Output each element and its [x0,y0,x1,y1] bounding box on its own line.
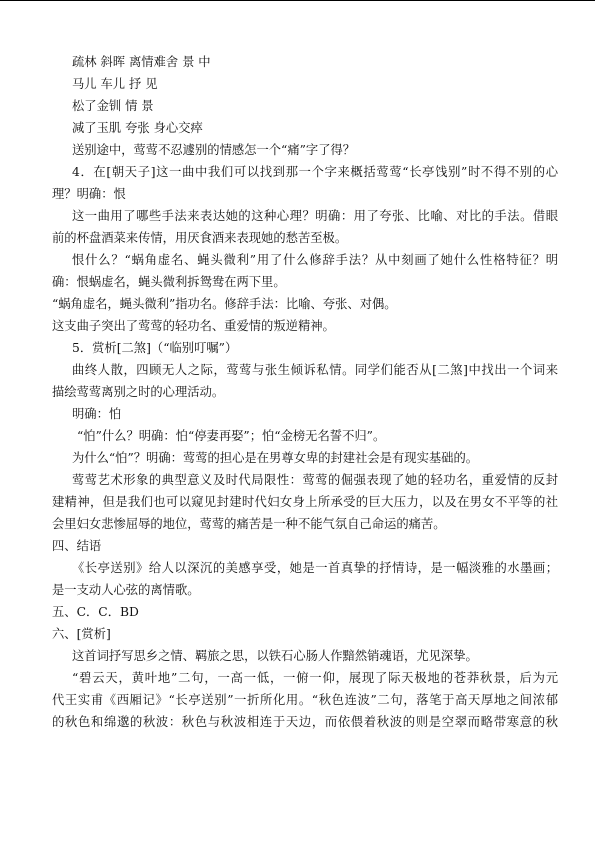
text-line: 的秋色和绵邈的秋波：秋色与秋波相连于天边，而依偎着秋波的则是空翠而略带寒意的秋 [52,715,558,729]
text-line: 理？明确：恨 [52,187,126,201]
text-line: 4．在[朝天子]这一曲中我们可以找到那一个字来概括莺莺“长亭饯别”时不得不别的心 [72,165,558,179]
text-line: 五、C．C．BD [52,605,139,619]
page-top-rule [0,0,595,1]
text-line: 六、[赏析] [52,627,111,641]
text-line: 《长亭送别》给人以深沉的美感享受，她是一首真挚的抒情诗，是一幅淡雅的水墨画； [72,561,558,575]
text-line: “碧云天，黄叶地”二句，一高一低，一俯一仰，展现了际天极地的苍莽秋景，后为元 [72,671,558,685]
text-line: 5．赏析[二煞]（“临别叮嘱”） [72,341,238,355]
text-line: 疏林 斜晖 离情难舍 景 中 [72,55,211,69]
text-line: 松了金钏 情 景 [72,99,154,113]
text-line: 这一曲用了哪些手法来表达她的这种心理？明确：用了夸张、比喻、对比的手法。借眼 [72,209,558,223]
text-line: “蜗角虚名，蝇头微利”指功名。修辞手法：比喻、夸张、对偶。 [52,297,397,311]
text-line: 恨什么？“蜗角虚名、蝇头微利”用了什么修辞手法？从中刻画了她什么性格特征？明 [72,253,558,267]
text-line: 莺莺艺术形象的典型意义及时代局限性：莺莺的倔强表现了她的轻功名，重爱情的反封 [72,473,558,487]
text-line: 明确：怕 [72,407,122,421]
text-line: 前的杯盘酒菜来传情，用厌食酒来表现她的愁苦至极。 [52,231,348,245]
text-line: “怕”什么？明确：怕“停妻再娶”；怕“金榜无名誓不归”。 [77,429,386,443]
text-line: 减了玉肌 夸张 身心交瘁 [72,121,203,135]
text-line: 这支曲子突出了莺莺的轻功名、重爱情的叛逆精神。 [52,319,335,333]
text-line: 四、结语 [52,539,102,553]
text-line: 这首词抒写思乡之情、羁旅之思，以铁石心肠人作黯然销魂语，尤见深挚。 [72,649,478,663]
text-line: 送别途中，莺莺不忍遽别的情感怎一个“痛”字了得？ [72,143,356,157]
text-line: 马儿 车儿 抒 见 [72,77,158,91]
text-line: 代王实甫《西厢记》“长亭送别”一折所化用。“秋色连波”二句，落笔于高天厚地之间浓郁 [52,693,558,707]
text-line: 会里妇女悲惨屈辱的地位，莺莺的痛苦是一种不能气氛自己命运的痛苦。 [52,517,446,531]
document-page [52,51,558,733]
text-line: 是一支动人心弦的离情歌。 [52,583,200,597]
text-line: 描绘莺莺离别之时的心理活动。 [52,385,225,399]
text-line: 建精神，但是我们也可以窥见封建时代妇女身上所承受的巨大压力，以及在男女不平等的社 [52,495,558,509]
text-line: 曲终人散，四顾无人之际，莺莺与张生倾诉私情。同学们能否从[二煞]中找出一个词来 [72,363,558,377]
text-line: 为什么“怕”？明确：莺莺的担心是在男尊女卑的封建社会是有现实基础的。 [72,451,479,465]
text-line: 确：恨蜗虚名，蝇头微利拆鸳鸯在两下里。 [52,275,286,289]
